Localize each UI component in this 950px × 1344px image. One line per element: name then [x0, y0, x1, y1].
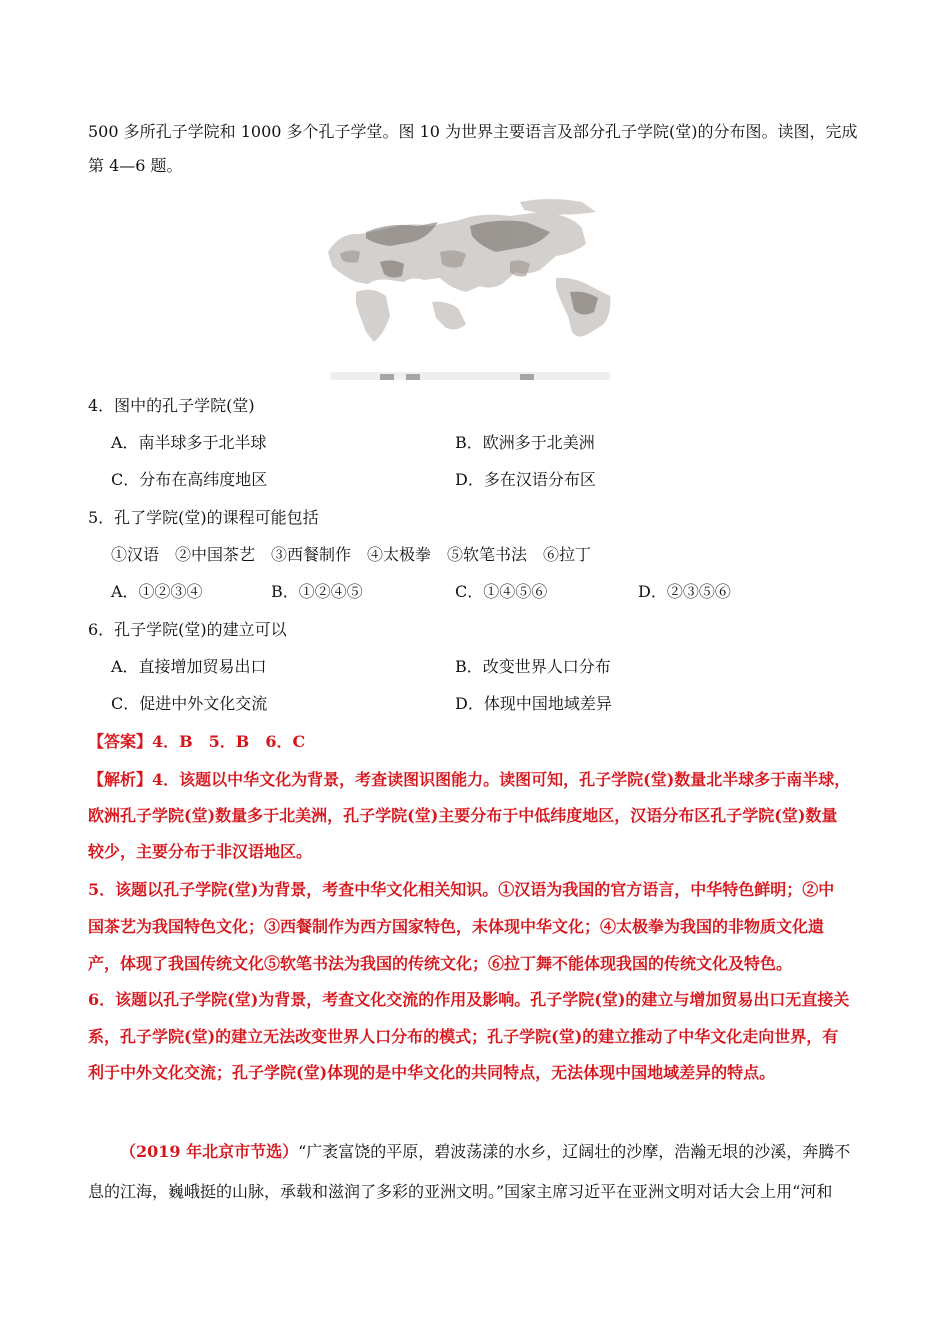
q5-option-c: C．①④⑤⑥: [455, 582, 548, 601]
analysis-line-1: [88, 770, 850, 790]
next-passage-source: （2019 年北京市节选）: [120, 1142, 299, 1161]
analysis-5-line-2: 国茶艺为我国特色文化；③西餐制作为西方国家特色，未体现中华文化；④太极拳为我国的非物质文化遗: [88, 917, 825, 936]
answer-label: 【答案】: [88, 732, 153, 751]
q5-option-b: B．①②④⑤: [271, 582, 363, 601]
q6-stem: 6．孔子学院(堂)的建立可以: [88, 620, 287, 639]
analysis-4-line-3: 较少，主要分布于非汉语地区。: [88, 842, 313, 861]
q4-stem: 4．图中的孔子学院(堂): [88, 396, 255, 415]
q6-option-d: D．体现中国地域差异: [455, 694, 612, 713]
analysis-5-line-3: 产，体现了我国传统文化⑤软笔书法为我国的传统文化；⑥拉丁舞不能体现我国的传统文化及特色。: [88, 954, 793, 973]
answer-line: [88, 732, 305, 752]
analysis-label: 【解析】: [88, 770, 153, 789]
analysis-4-line-2: 欧洲孔子学院(堂)数量多于北美洲，孔子学院(堂)主要分布于中低纬度地区，汉语分布区孔子学院(堂)数量: [88, 806, 838, 825]
next-passage-line-2: 息的江海，巍峨挺的山脉，承载和滋润了多彩的亚洲文明。”国家主席习近平在亚洲文明对话大会上用“河和: [88, 1182, 833, 1201]
analysis-4-line-1: 4．该题以中华文化为背景，考查读图识图能力。读图可知，孔子学院(堂)数量北半球多于南半球，: [152, 770, 851, 789]
intro-line-1: 500 多所孔子学院和 1000 多个孔子学堂。图 10 为世界主要语言及部分孔子学院(堂)的分布图。读图，完成: [88, 122, 858, 141]
q5-stem: 5．孔了学院(堂)的课程可能包括: [88, 508, 319, 527]
q5-option-d: D．②③⑤⑥: [638, 582, 731, 601]
q4-option-c: C．分布在高纬度地区: [111, 470, 268, 489]
q4-option-a: A．南半球多于北半球: [111, 433, 267, 452]
q5-items: ①汉语 ②中国茶艺 ③西餐制作 ④太极拳 ⑤软笔书法 ⑥拉丁: [111, 545, 592, 564]
answer-text: 4．B 5．B 6．C: [152, 732, 306, 751]
analysis-6-line-1: 6．该题以孔子学院(堂)为背景，考查文化交流的作用及影响。孔子学院(堂)的建立与增加贸易出口无直接关: [88, 990, 850, 1009]
world-map-figure: [320, 192, 620, 388]
next-passage-line-1: [120, 1142, 850, 1162]
analysis-6-line-3: 利于中外文化交流；孔子学院(堂)体现的是中华文化的共同特点，无法体现中国地域差异的特点。: [88, 1063, 776, 1082]
q6-option-b: B．改变世界人口分布: [455, 657, 611, 676]
q5-option-a: A．①②③④: [111, 582, 203, 601]
analysis-6-line-2: 系，孔子学院(堂)的建立无法改变世界人口分布的模式；孔子学院(堂)的建立推动了中华文化走向世界，有: [88, 1027, 839, 1046]
q4-option-d: D．多在汉语分布区: [455, 470, 596, 489]
q4-option-b: B．欧洲多于北美洲: [455, 433, 595, 452]
next-passage-text-1: “广袤富饶的平原，碧波荡漾的水乡，辽阔壮的沙摩，浩瀚无垠的沙溪，奔腾不: [298, 1142, 851, 1161]
analysis-5-line-1: 5．该题以孔子学院(堂)为背景，考查中华文化相关知识。①汉语为我国的官方语言，中华特色鲜明；②中: [88, 880, 835, 899]
q6-option-c: C．促进中外文化交流: [111, 694, 268, 713]
intro-line-2: 第 4—6 题。: [88, 156, 183, 175]
q6-option-a: A．直接增加贸易出口: [111, 657, 267, 676]
